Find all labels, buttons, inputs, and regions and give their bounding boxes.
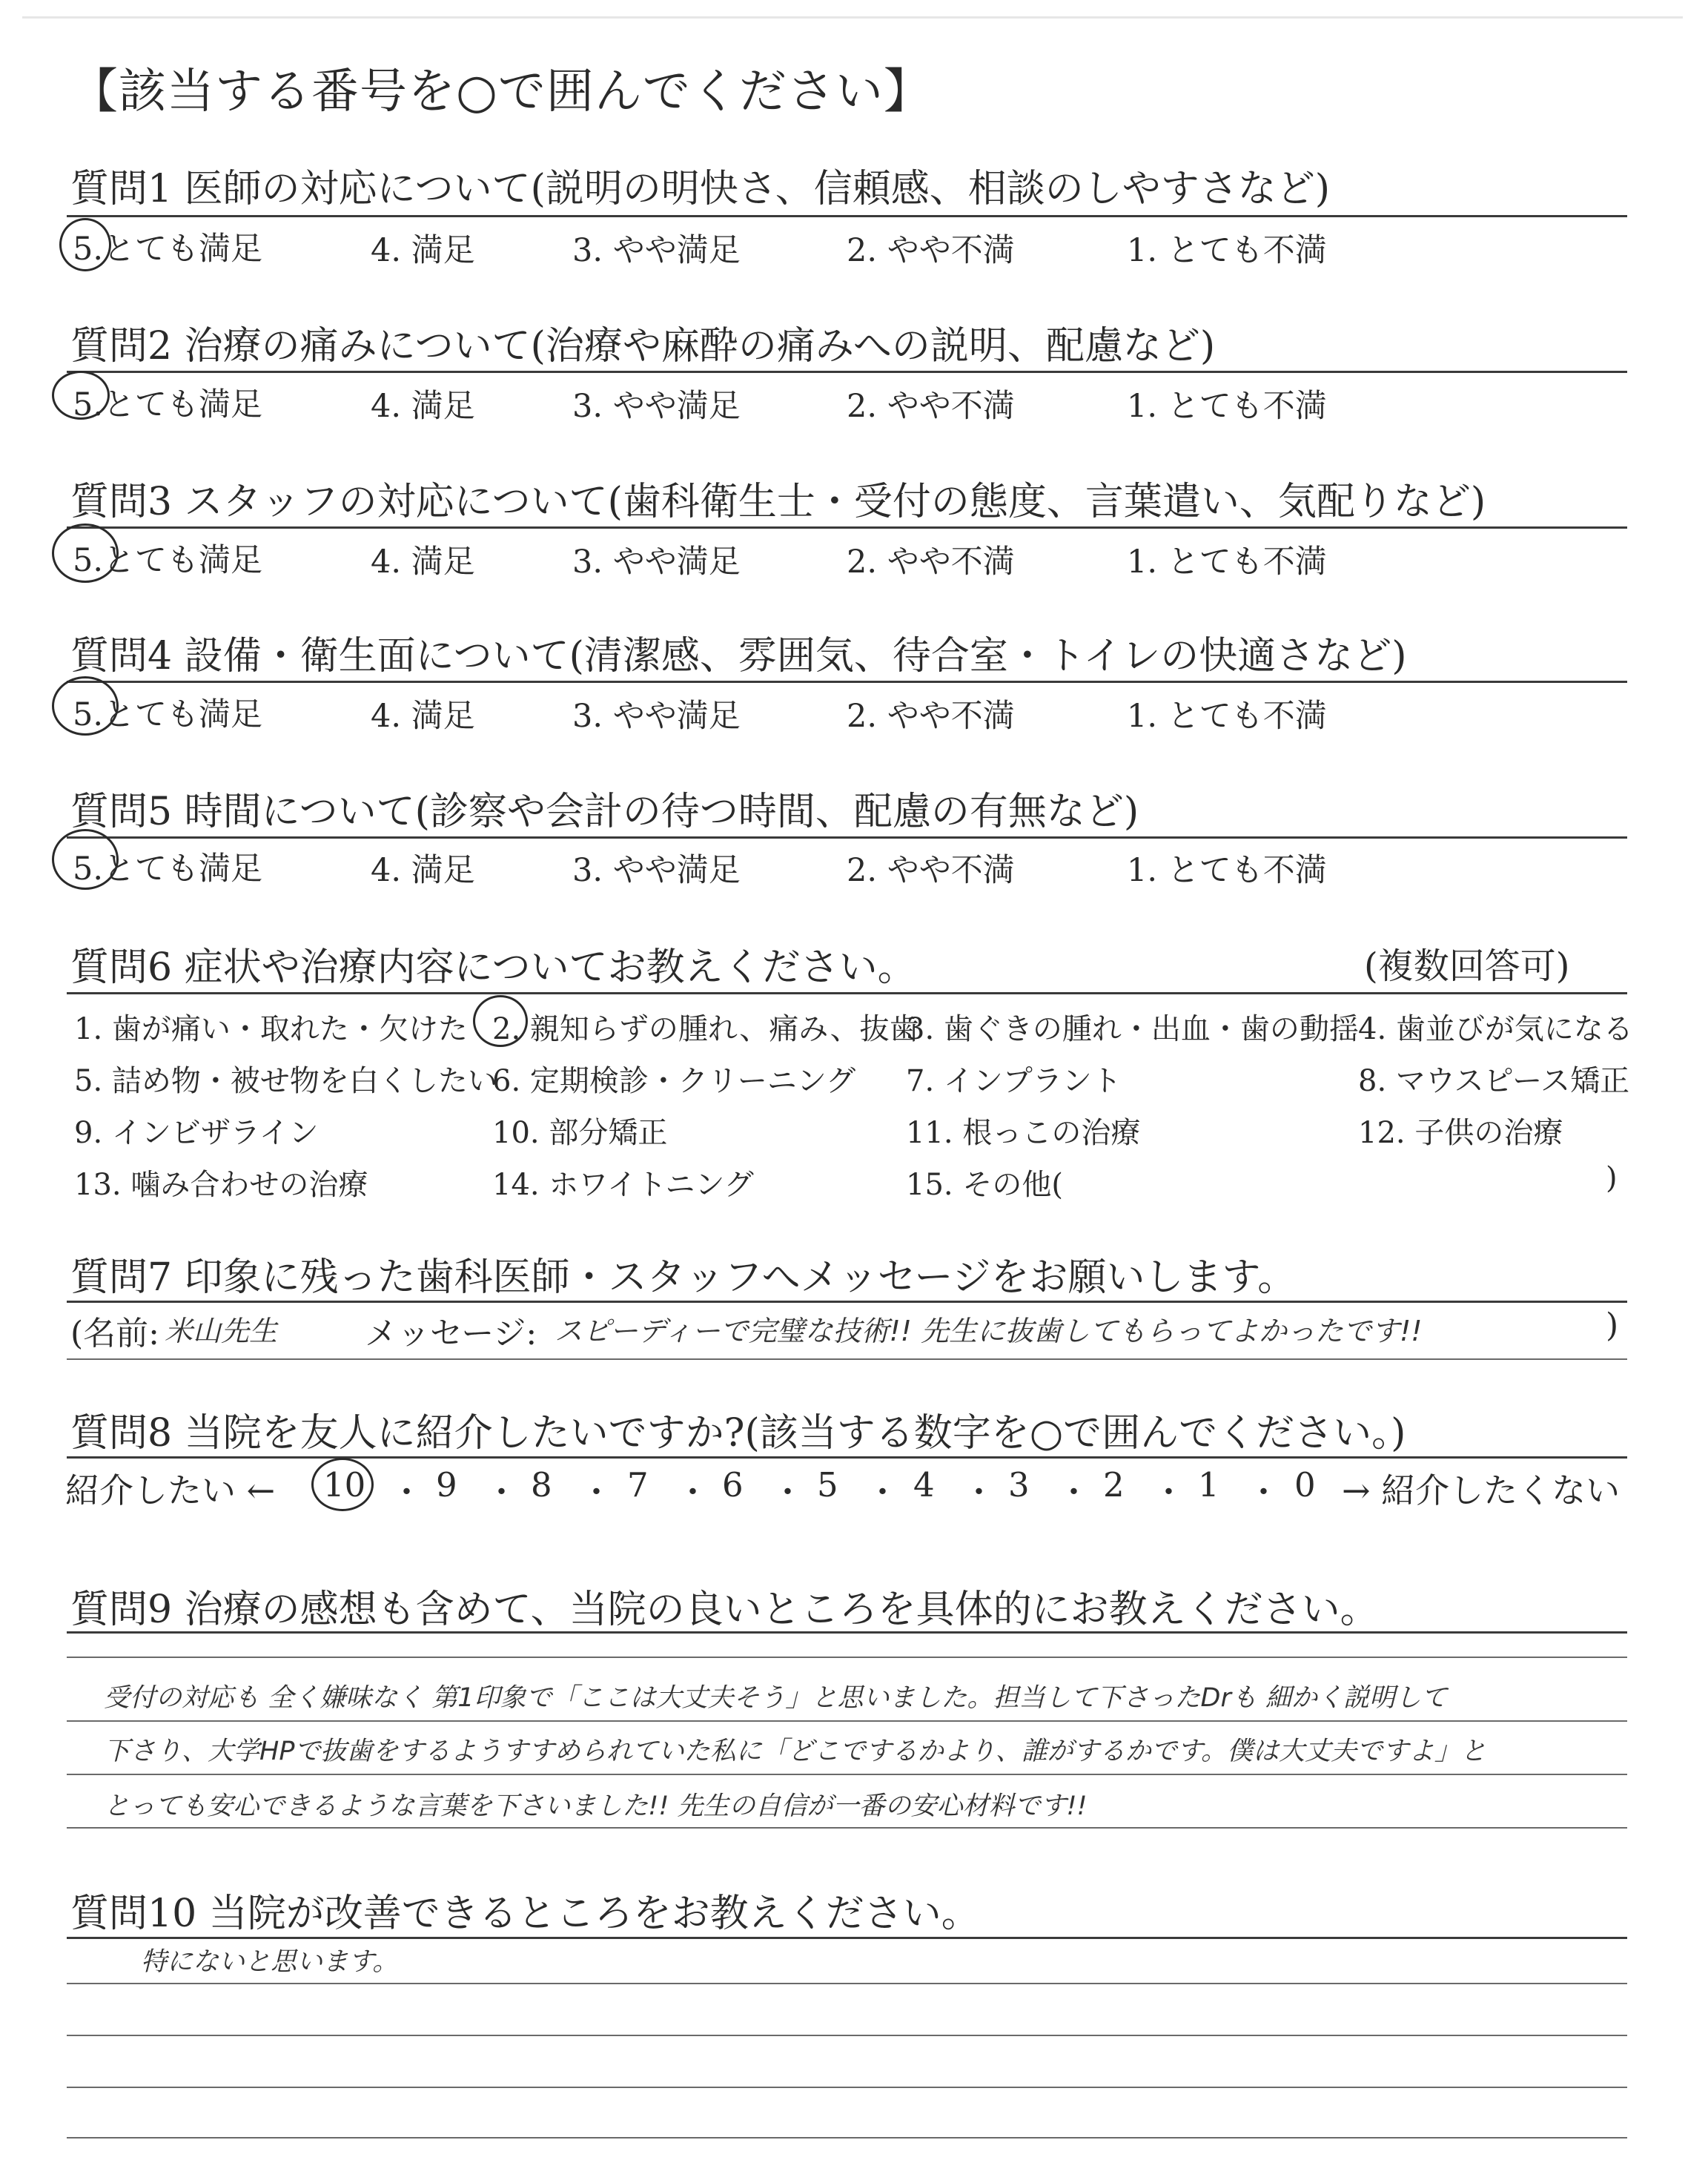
q3-option-4[interactable]: 4. 満足 xyxy=(371,544,475,581)
q7-rule xyxy=(67,1301,1627,1303)
q8-title: 質問8 当院を友人に紹介したいですか?(該当する数字を○で囲んでください。) xyxy=(70,1411,1406,1456)
q9-answer-line-3[interactable]: とっても安心できるような言葉を下さいました!! 先生の自信が一番の安心材料です!! xyxy=(104,1791,1088,1821)
q8-rule xyxy=(67,1456,1627,1459)
q4-option-3[interactable]: 3. やや満足 xyxy=(572,698,741,735)
q1-option-4[interactable]: 4. 満足 xyxy=(371,232,475,269)
q8-dot: ・ xyxy=(390,1473,424,1512)
q4-option-4[interactable]: 4. 満足 xyxy=(371,698,475,735)
q8-scale-2[interactable]: 2 xyxy=(1103,1465,1125,1505)
q6-item-7[interactable]: 7. インプラント xyxy=(906,1064,1122,1098)
q6-item-8[interactable]: 8. マウスピース矯正 xyxy=(1358,1064,1630,1098)
q3-option-2[interactable]: 2. やや不満 xyxy=(847,544,1015,581)
q2-option-5[interactable]: 5.とても満足 xyxy=(73,386,263,423)
q8-dot: ・ xyxy=(1057,1473,1091,1512)
top-border xyxy=(22,16,1683,19)
q10-answer[interactable]: 特にないと思います。 xyxy=(141,1947,399,1977)
q1-option-3[interactable]: 3. やや満足 xyxy=(572,232,741,269)
q8-scale-4[interactable]: 4 xyxy=(913,1465,935,1505)
q6-item-4[interactable]: 4. 歯並びが気になる xyxy=(1358,1012,1633,1046)
q8-scale-0[interactable]: 0 xyxy=(1294,1465,1316,1505)
q8-dot: ・ xyxy=(866,1473,900,1512)
q7-answer-line xyxy=(67,1358,1627,1360)
q5-option-1[interactable]: 1. とても不満 xyxy=(1127,852,1327,889)
q2-option-2[interactable]: 2. やや不満 xyxy=(847,388,1015,425)
q6-item-14[interactable]: 14. ホワイトニング xyxy=(492,1168,754,1202)
q6-item-1[interactable]: 1. 歯が痛い・取れた・欠けた xyxy=(74,1012,468,1046)
q7-title: 質問7 印象に残った歯科医師・スタッフへメッセージをお願いします。 xyxy=(70,1255,1297,1300)
q1-title: 質問1 医師の対応について(説明の明快さ、信頼感、相談のしやすさなど) xyxy=(70,167,1331,211)
q8-dot: ・ xyxy=(771,1473,805,1512)
q8-dot: ・ xyxy=(676,1473,710,1512)
q6-item-11[interactable]: 11. 根っこの治療 xyxy=(906,1116,1141,1150)
q4-title: 質問4 設備・衛生面について(清潔感、雰囲気、待合室・トイレの快適さなど) xyxy=(70,634,1407,678)
q8-scale-1[interactable]: 1 xyxy=(1198,1465,1219,1505)
q6-title: 質問6 症状や治療内容についてお教えください。 xyxy=(70,945,916,990)
page-title: 【該当する番号を○で囲んでください】 xyxy=(70,65,932,119)
q6-item-5[interactable]: 5. 詰め物・被せ物を白くしたい xyxy=(74,1064,497,1098)
q8-dot: ・ xyxy=(1152,1473,1186,1512)
q3-option-5[interactable]: 5.とても満足 xyxy=(73,542,263,579)
q5-option-2[interactable]: 2. やや不満 xyxy=(847,852,1015,889)
q8-scale-9[interactable]: 9 xyxy=(436,1465,457,1505)
q8-dot: ・ xyxy=(1247,1473,1281,1512)
q6-item-2[interactable]: 2. 親知らずの腫れ、痛み、抜歯 xyxy=(492,1012,919,1046)
q8-scale-5[interactable]: 5 xyxy=(817,1465,838,1505)
q6-item-6[interactable]: 6. 定期検診・クリーニング xyxy=(492,1064,856,1098)
q9-title: 質問9 治療の感想も含めて、当院の良いところを具体的にお教えください。 xyxy=(70,1588,1379,1632)
q5-title: 質問5 時間について(診察や会計の待つ時間、配慮の有無など) xyxy=(70,790,1139,834)
q7-name-label: (名前: xyxy=(70,1315,159,1353)
q6-item-9[interactable]: 9. インビザライン xyxy=(74,1116,319,1150)
q3-rule xyxy=(67,526,1627,529)
q2-title: 質問2 治療の痛みについて(治療や麻酔の痛みへの説明、配慮など) xyxy=(70,324,1216,369)
q10-rule xyxy=(67,1937,1627,1939)
q9-answer-rule xyxy=(67,1720,1627,1722)
q10-answer-rule xyxy=(67,2087,1627,2088)
q3-option-1[interactable]: 1. とても不満 xyxy=(1127,544,1327,581)
q8-dot: ・ xyxy=(485,1473,519,1512)
q6-rule xyxy=(67,992,1627,994)
q9-answer-line-2[interactable]: 下さり、大学HPで抜歯をするようすすめられていた私に「どこでするかより、誰がするかです。僕は大丈夫ですよ」と xyxy=(104,1737,1486,1766)
q7-message-label: メッセージ: xyxy=(365,1315,537,1353)
q6-item-15-close: ) xyxy=(1606,1161,1618,1195)
q10-answer-rule xyxy=(67,2137,1627,2138)
q9-answer-rule xyxy=(67,1827,1627,1829)
q8-scale-3[interactable]: 3 xyxy=(1008,1465,1030,1505)
q8-scale-10[interactable]: 10 xyxy=(323,1465,366,1505)
q3-title: 質問3 スタッフの対応について(歯科衛生士・受付の態度、言葉遣い、気配りなど) xyxy=(70,480,1486,524)
q6-item-15[interactable]: 15. その他( xyxy=(906,1168,1063,1202)
q7-message-value[interactable]: スピーディーで完璧な技術!! 先生に抜歯してもらってよかったです!! xyxy=(555,1315,1423,1347)
q4-rule xyxy=(67,681,1627,683)
q8-scale-7[interactable]: 7 xyxy=(627,1465,649,1505)
q8-left-label: 紹介したい ← xyxy=(65,1470,276,1510)
q1-option-5[interactable]: 5.とても満足 xyxy=(73,231,263,268)
q2-option-1[interactable]: 1. とても不満 xyxy=(1127,388,1327,425)
q5-option-4[interactable]: 4. 満足 xyxy=(371,852,475,889)
q7-name-value[interactable]: 米山先生 xyxy=(165,1315,278,1347)
q3-option-3[interactable]: 3. やや満足 xyxy=(572,544,741,581)
q5-rule xyxy=(67,836,1627,839)
q10-answer-rule xyxy=(67,1983,1627,1984)
q9-answer-line-1[interactable]: 受付の対応も 全く嫌味なく 第1印象で「ここは大丈夫そう」と思いました。担当して下さったDrも 細かく説明して xyxy=(104,1683,1447,1713)
q6-item-10[interactable]: 10. 部分矯正 xyxy=(492,1116,668,1150)
q6-item-3[interactable]: 3. 歯ぐきの腫れ・出血・歯の動揺 xyxy=(906,1012,1359,1046)
q10-title: 質問10 当院が改善できるところをお教えください。 xyxy=(70,1892,980,1936)
q8-right-label: → 紹介したくない xyxy=(1342,1470,1621,1510)
q2-option-4[interactable]: 4. 満足 xyxy=(371,388,475,425)
q1-rule xyxy=(67,215,1627,217)
q8-dot: ・ xyxy=(580,1473,614,1512)
q9-frame-top xyxy=(67,1657,1627,1658)
q1-option-2[interactable]: 2. やや不満 xyxy=(847,232,1015,269)
q6-item-13[interactable]: 13. 噛み合わせの治療 xyxy=(74,1168,368,1202)
q5-option-3[interactable]: 3. やや満足 xyxy=(572,852,741,889)
q4-option-5[interactable]: 5.とても満足 xyxy=(73,696,263,733)
q10-answer-rule xyxy=(67,2035,1627,2036)
q6-note: (複数回答可) xyxy=(1364,945,1570,987)
q6-item-12[interactable]: 12. 子供の治療 xyxy=(1358,1116,1563,1150)
q9-rule xyxy=(67,1631,1627,1634)
q4-option-2[interactable]: 2. やや不満 xyxy=(847,698,1015,735)
q8-scale-8[interactable]: 8 xyxy=(531,1465,552,1505)
q5-option-5[interactable]: 5.とても満足 xyxy=(73,851,263,888)
q7-close-paren: ) xyxy=(1606,1307,1619,1344)
q2-option-3[interactable]: 3. やや満足 xyxy=(572,388,741,425)
q1-option-1[interactable]: 1. とても不満 xyxy=(1127,232,1327,269)
q4-option-1[interactable]: 1. とても不満 xyxy=(1127,698,1327,735)
q8-scale-6[interactable]: 6 xyxy=(722,1465,744,1505)
q2-rule xyxy=(67,371,1627,373)
q8-dot: ・ xyxy=(962,1473,996,1512)
q9-answer-rule xyxy=(67,1774,1627,1775)
